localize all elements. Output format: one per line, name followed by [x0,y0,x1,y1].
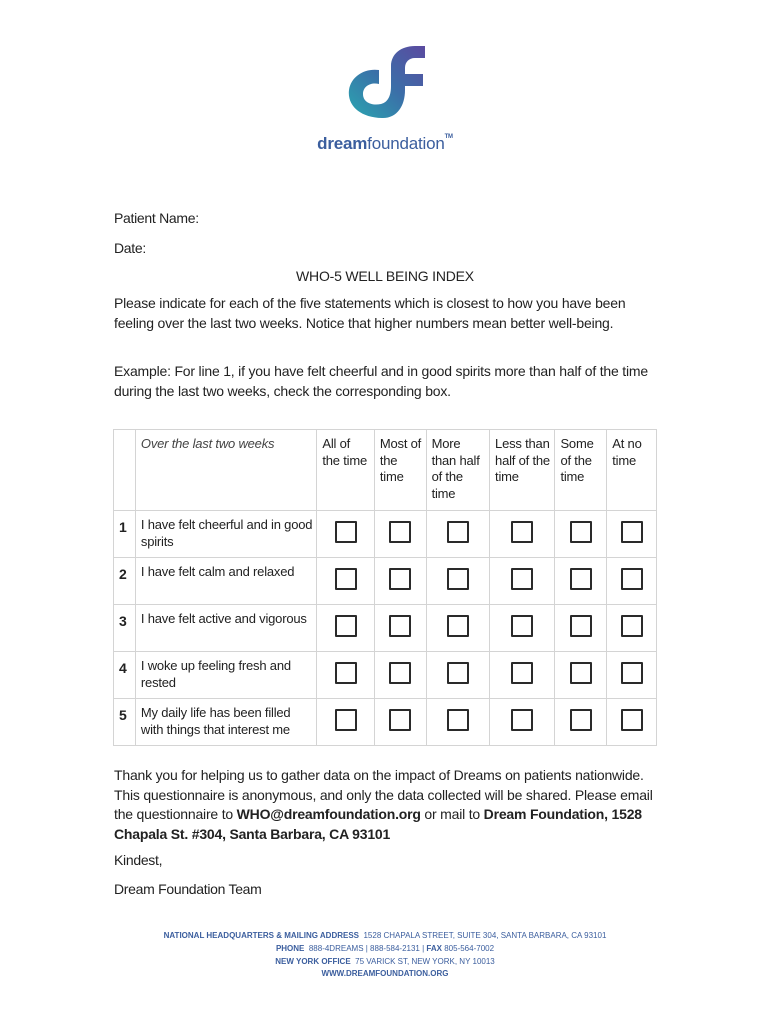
table-header-row [114,430,657,511]
row2-more-than-half-checkbox[interactable] [426,558,489,605]
row-statement: I have felt cheerful and in good spirits [135,511,316,558]
table-row [114,605,657,652]
row1-less-than-half-checkbox[interactable] [490,511,555,558]
patient-name-label: Patient Name: [114,210,199,226]
instructions-text: Please indicate for each of the five statements which is closest to how you have been feeling over the last two weeks. Notice that higher numbers mean better well-being. [114,295,626,331]
row4-all-checkbox[interactable] [317,652,375,699]
col-header-most: Most of the time [374,430,426,511]
footer-phone: PHONE 888-4DREAMS | 888-584-2131 | FAX 805-564-7002 [275,944,495,953]
row-number: 1 [114,511,136,558]
row-statement: I woke up feeling fresh and rested [135,652,316,699]
row1-some-checkbox[interactable] [555,511,607,558]
email-link[interactable]: WHO@dreamfoundation.org [236,806,421,822]
num-header [114,430,136,511]
row1-none-checkbox[interactable] [607,511,657,558]
date-label: Date: [114,240,146,256]
table-row [114,558,657,605]
row-number: 3 [114,605,136,652]
example-text: Example: For line 1, if you have felt cheerful and in good spirits more than half of the time during the last two weeks, check the corresponding box. [114,363,648,399]
col-header-all: All of the time [317,430,375,511]
row4-less-than-half-checkbox[interactable] [490,652,555,699]
footer-ny-office: NEW YORK OFFICE 75 VARICK ST, NEW YORK, NY 10013 [275,957,495,966]
row-statement: I have felt active and vigorous [135,605,316,652]
row1-more-than-half-checkbox[interactable] [426,511,489,558]
row-statement: I have felt calm and relaxed [135,558,316,605]
signature-text: Dream Foundation Team [114,881,262,897]
row5-some-checkbox[interactable] [555,699,607,746]
col-header-more-than-half: More than half of the time [426,430,489,511]
row3-more-than-half-checkbox[interactable] [426,605,489,652]
dream-foundation-logo [300,40,470,160]
col-header-none: At no time [607,430,657,511]
period-header: Over the last two weeks [135,430,316,511]
dream-foundation-logo-icon [339,40,431,132]
row2-all-checkbox[interactable] [317,558,375,605]
closing-text: Kindest, [114,852,163,868]
row1-most-checkbox[interactable] [374,511,426,558]
row4-most-checkbox[interactable] [374,652,426,699]
page-title: WHO-5 WELL BEING INDEX [296,268,474,284]
col-header-some: Some of the time [555,430,607,511]
thanks-part1: Thank you for helping us to gather data on the impact of Dreams on patients nationwide. This questionnaire is anonymous, and only the data collected will be shared. Please email the questionnaire to [114,767,653,822]
row-number: 4 [114,652,136,699]
logo-wordmark: dreamfoundation™ [317,134,453,153]
row2-none-checkbox[interactable] [607,558,657,605]
row3-less-than-half-checkbox[interactable] [490,605,555,652]
row2-less-than-half-checkbox[interactable] [490,558,555,605]
mailing-address: Dream Foundation, 1528 Chapala St. #304, Santa Barbara, CA 93101 [114,806,642,842]
table-row [114,652,657,699]
row4-some-checkbox[interactable] [555,652,607,699]
footer-hq: NATIONAL HEADQUARTERS & MAILING ADDRESS 1528 CHAPALA STREET, SUITE 304, SANTA BARBARA, CA 93101 [163,931,607,940]
row5-most-checkbox[interactable] [374,699,426,746]
row3-most-checkbox[interactable] [374,605,426,652]
row5-none-checkbox[interactable] [607,699,657,746]
row5-more-than-half-checkbox[interactable] [426,699,489,746]
table-row [114,511,657,558]
row5-all-checkbox[interactable] [317,699,375,746]
row-number: 2 [114,558,136,605]
row1-all-checkbox[interactable] [317,511,375,558]
row3-all-checkbox[interactable] [317,605,375,652]
row-statement: My daily life has been filled with things that interest me [135,699,316,746]
row4-more-than-half-checkbox[interactable] [426,652,489,699]
row5-less-than-half-checkbox[interactable] [490,699,555,746]
row2-most-checkbox[interactable] [374,558,426,605]
row4-none-checkbox[interactable] [607,652,657,699]
who5-table [113,429,657,746]
footer-website[interactable]: WWW.DREAMFOUNDATION.ORG [321,969,449,978]
row3-none-checkbox[interactable] [607,605,657,652]
row-number: 5 [114,699,136,746]
row3-some-checkbox[interactable] [555,605,607,652]
table-row [114,699,657,746]
col-header-less-than-half: Less than half of the time [490,430,555,511]
thanks-text [114,766,654,844]
row2-some-checkbox[interactable] [555,558,607,605]
thanks-part2: or mail to [420,806,484,822]
